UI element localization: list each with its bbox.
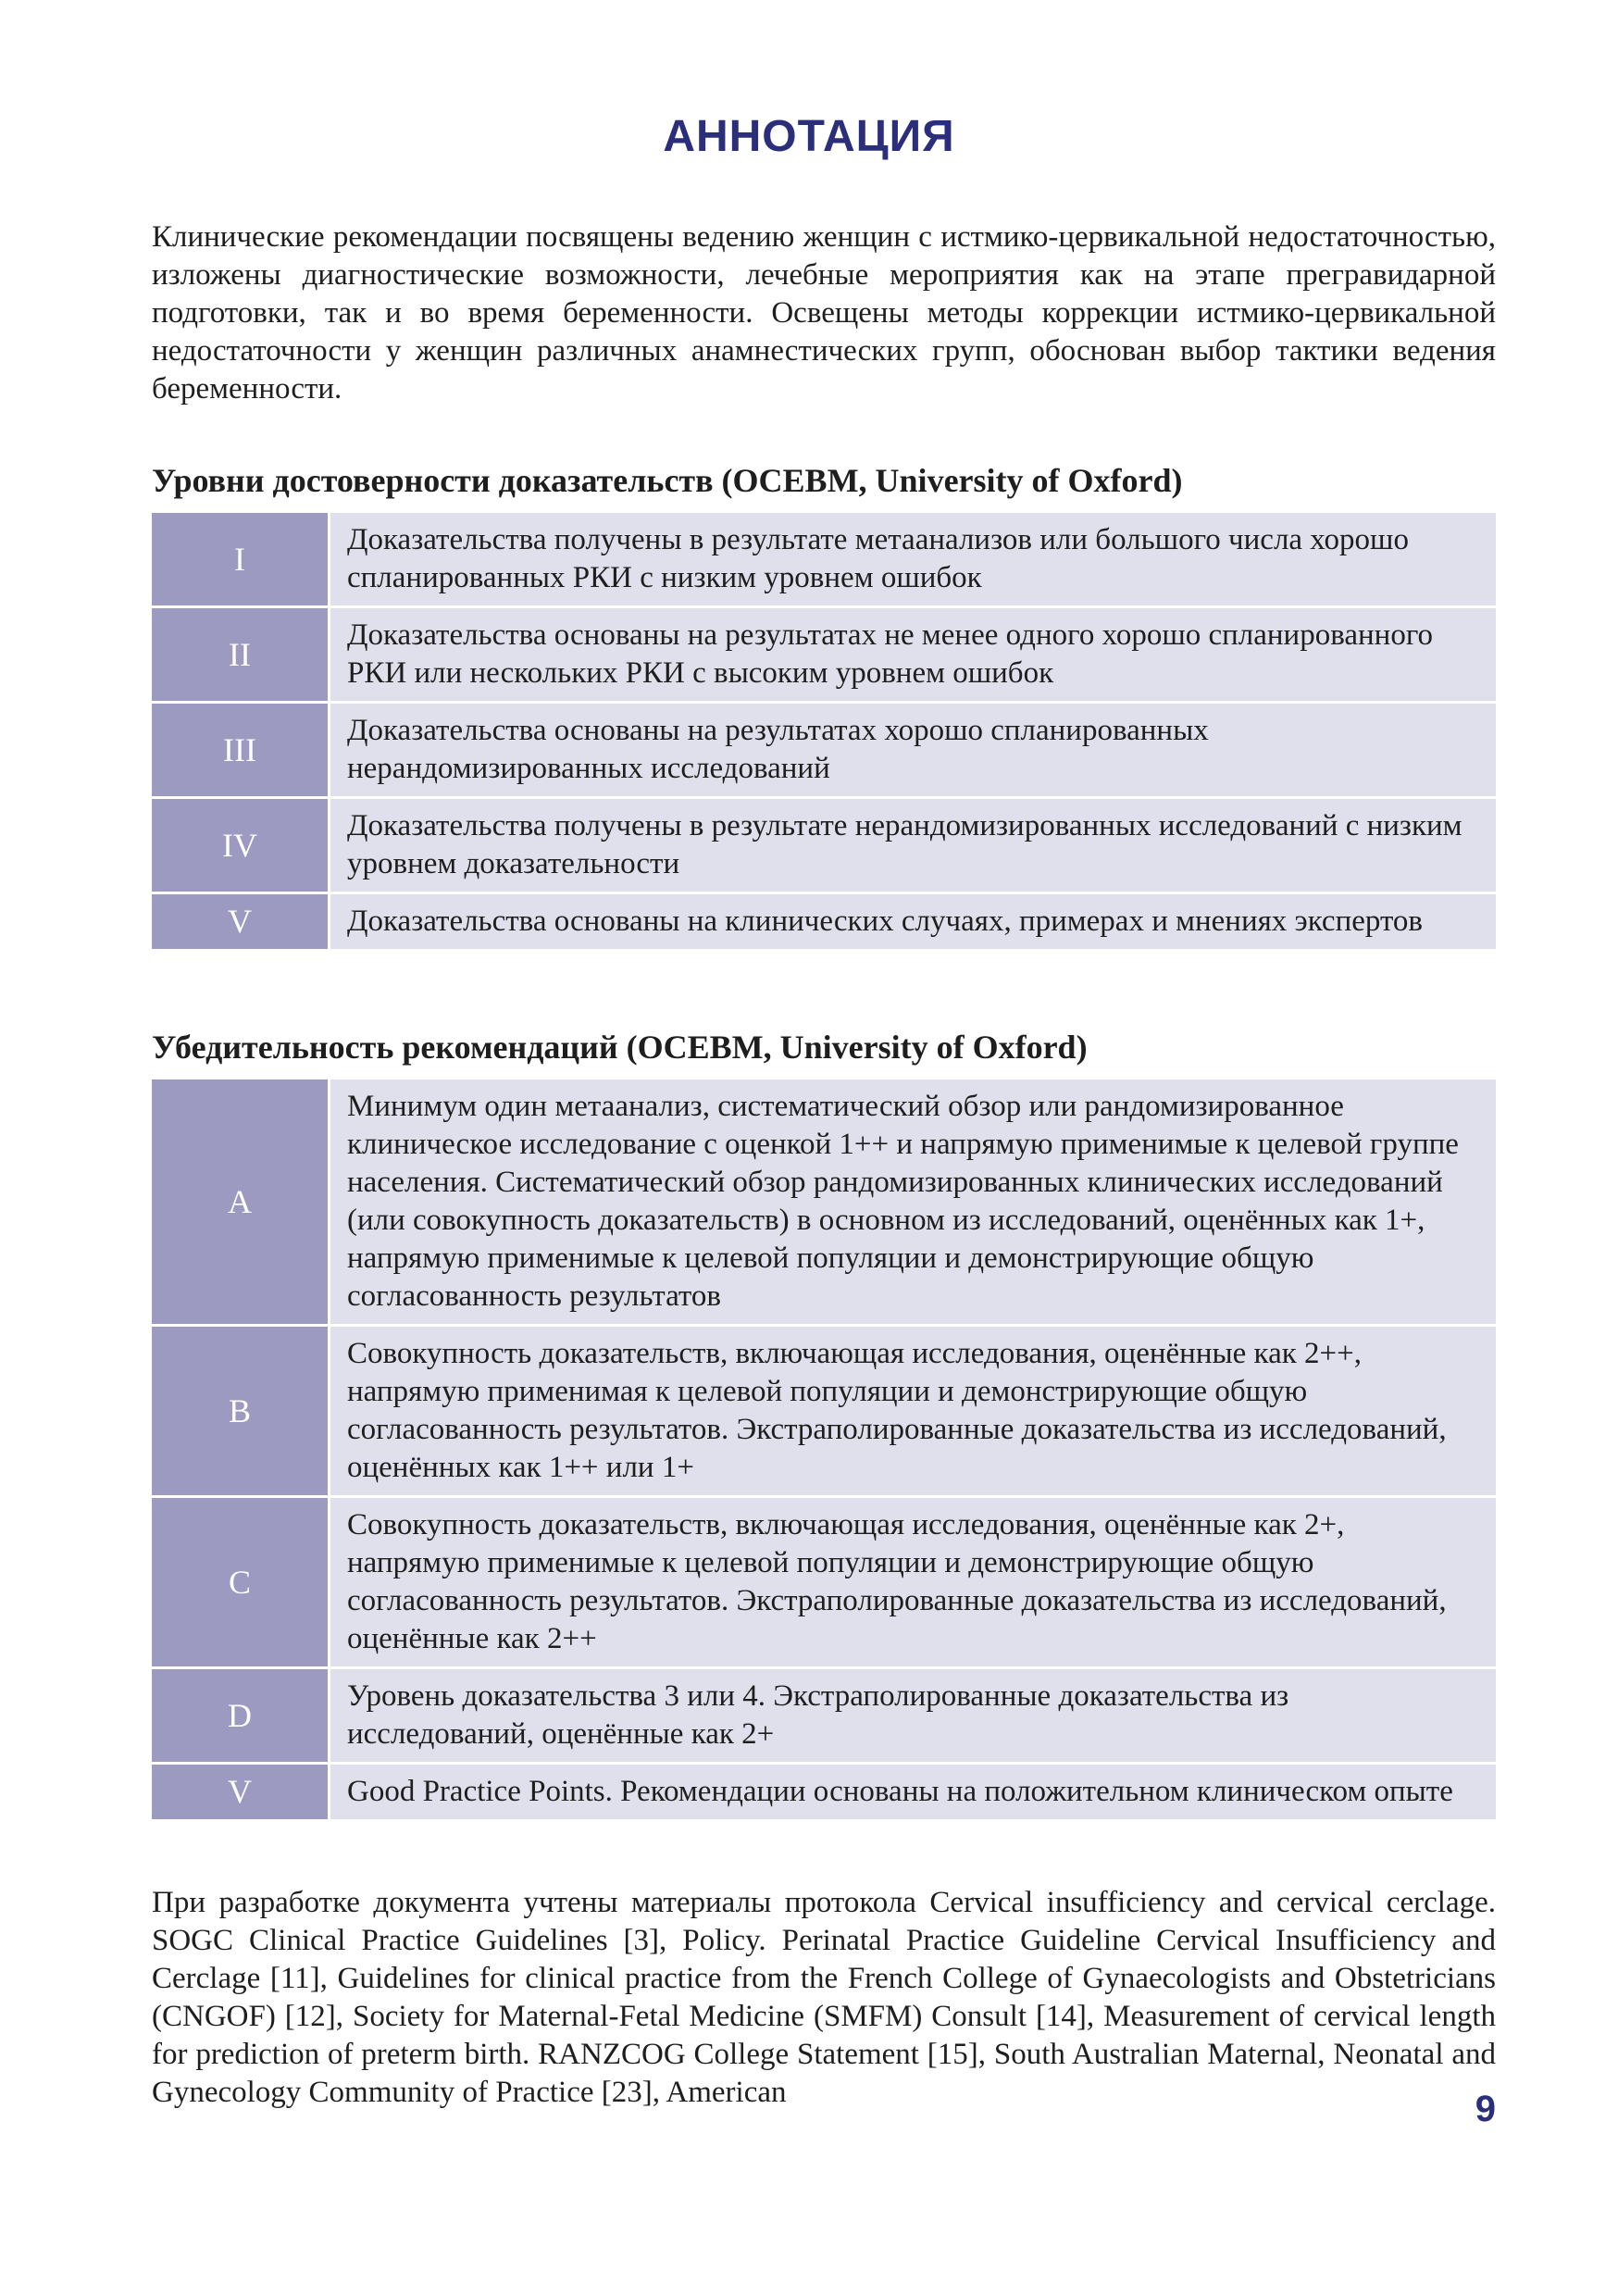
grade-code: B [152,1326,330,1497]
levels-heading: Уровни достоверности доказательств (OCEBM, University of Oxford) [152,462,1183,499]
table-row [152,1497,1496,1668]
grade-description: Совокупность доказательств, включающая исследования, оценённые как 2+, напрямую применимые к целевой популяции и демонстрирующие общую согласованность результатов. Экстраполированные доказательства из исследований, оценённые как 2++ [330,1497,1497,1668]
level-code: III [152,703,330,798]
references-paragraph: При разработке документа учтены материалы протокола Cervical insufficiency and cervical cerclage. SOGC Clinical Practice Guidelines [3], Policy. Perinatal Practice Guideline Cervical Insufficiency and Cerclage [11], Guidelines for clinical practice from the French College of Gynaecologists and Obstetricians (CNGOF) [12], Society for Maternal-Fetal Medicine (SMFM) Consult [14], Measurement of cervical length for prediction of preterm birth. RANZCOG College Statement [15], South Australian Maternal, Neonatal and Gynecology Community of Practice [23], American [152,1886,1496,2109]
grade-code: A [152,1079,330,1326]
level-description: Доказательства основаны на результатах хорошо спланированных нерандомизированных исследований [330,703,1497,798]
grade-description: Минимум один метаанализ, систематический обзор или рандомизированное клиническое исследование с оценкой 1++ и напрямую применимые к целевой группе населения. Систематический обзор рандомизированных клинических исследований (или совокупность доказательств) в основном из исследований, оценённых как 1+, напрямую применимые к целевой популяции и демонстрирующие общую согласованность результатов [330,1079,1497,1326]
level-description: Доказательства получены в результате нерандомизированных исследований с низким уровнем доказательности [330,798,1497,893]
level-code: II [152,607,330,703]
table-row [152,1079,1496,1326]
grade-description: Уровень доказательства 3 или 4. Экстраполированные доказательства из исследований, оценённые как 2+ [330,1668,1497,1764]
level-description: Доказательства получены в результате метаанализов или большого числа хорошо спланированных РКИ с низким уровнем ошибок [330,513,1497,607]
grade-description: Good Practice Points. Рекомендации основаны на положительном клиническом опыте [330,1764,1497,1821]
table-row [152,703,1496,798]
page-number: 9 [1475,2089,1496,2129]
grade-code: C [152,1497,330,1668]
table-row [152,513,1496,607]
level-code: V [152,893,330,951]
grades-heading: Убедительность рекомендаций (OCEBM, University of Oxford) [152,1029,1088,1066]
table-row [152,607,1496,703]
table-row [152,893,1496,951]
grade-code: V [152,1764,330,1821]
intro-paragraph: Клинические рекомендации посвящены ведению женщин с истмико-цервикальной недостаточностью, изложены диагностические возможности, лечебные мероприятия как на этапе прегравидарной подготовки, так и во время беременности. Освещены методы коррекции истмико-цервикальной недостаточности у женщин различных анамнестических групп, обоснован выбор тактики ведения беременности. [152,220,1496,406]
recommendation-grades-table [152,1079,1496,1822]
evidence-levels-table [152,513,1496,952]
table-row [152,798,1496,893]
table-row [152,1764,1496,1821]
table-row [152,1326,1496,1497]
grade-description: Совокупность доказательств, включающая исследования, оценённые как 2++, напрямую применимая к целевой популяции и демонстрирующие общую согласованность результатов. Экстраполированные доказательства из исследований, оценённых как 1++ или 1+ [330,1326,1497,1497]
table-row [152,1668,1496,1764]
grade-code: D [152,1668,330,1764]
page-title: АННОТАЦИЯ [663,112,955,161]
level-description: Доказательства основаны на клинических случаях, примерах и мнениях экспертов [330,893,1497,951]
level-code: IV [152,798,330,893]
level-description: Доказательства основаны на результатах не менее одного хорошо спланированного РКИ или нескольких РКИ с высоким уровнем ошибок [330,607,1497,703]
level-code: I [152,513,330,607]
